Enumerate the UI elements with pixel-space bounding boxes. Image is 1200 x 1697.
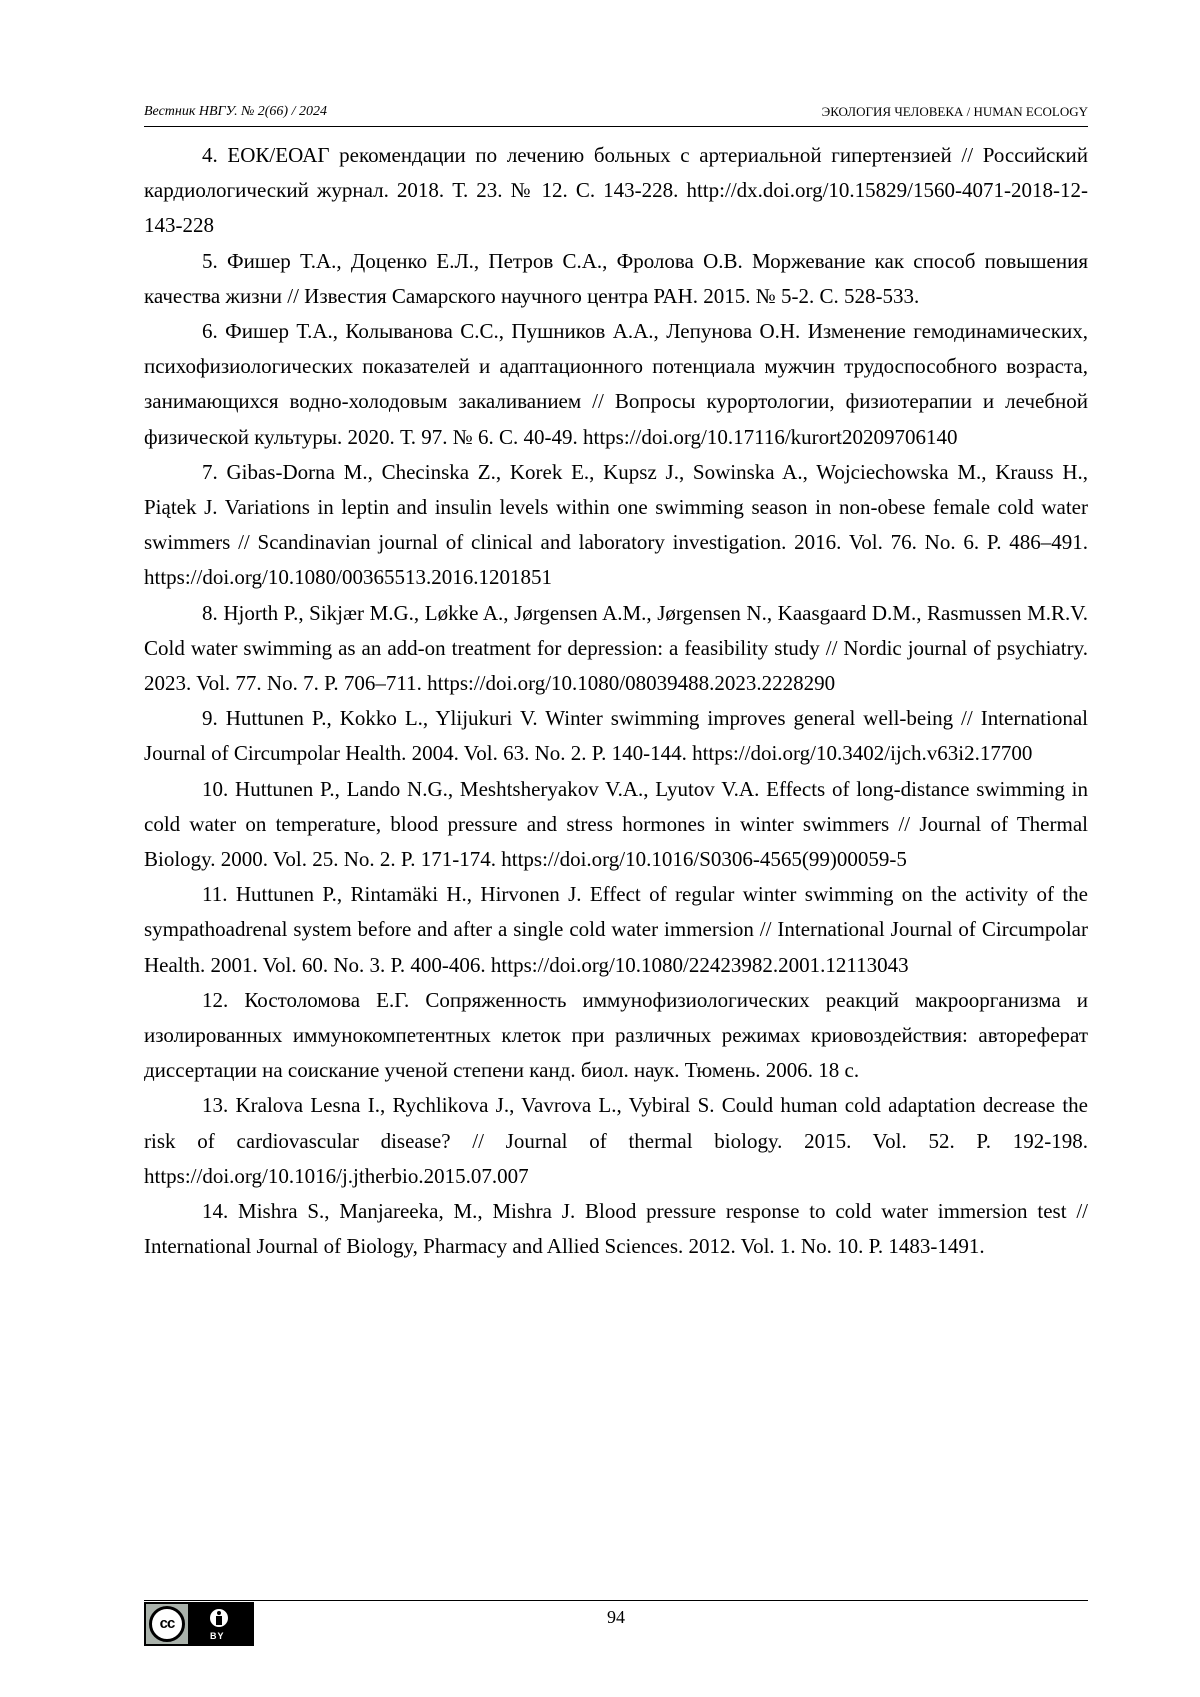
page-number: 94: [607, 1607, 625, 1627]
reference-item-11: 11. Huttunen P., Rintamäki H., Hirvonen J. Effect of regular winter swimming on the activity of the sympathoadrenal system before and after a single cold water immersion // International Journal of Circumpolar Health. 2001. Vol. 60. No. 3. P. 400-406. https://doi.org/10.1080/22423982.2001.12113043: [144, 882, 1088, 977]
reference-item-14: 14. Mishra S., Manjareeka, M., Mishra J. Blood pressure response to cold water immersion test // International Journal of Biology, Pharmacy and Allied Sciences. 2012. Vol. 1. No. 10. P. 1483-1491.: [144, 1199, 1088, 1259]
by-label: BY: [210, 1631, 225, 1641]
reference-item-10: 10. Huttunen P., Lando N.G., Meshtsheryakov V.A., Lyutov V.A. Effects of long-distance swimming in cold water on temperature, blood pressure and stress hormones in winter swimmers // Journal of Thermal Biology. 2000. Vol. 25. No. 2. P. 171-174. https://doi.org/10.1016/S0306-4565(99)00059-5: [144, 776, 1088, 872]
reference-item-6: 6. Фишер Т.А., Колыванова С.С., Пушников А.А., Лепунова О.Н. Изменение гемодинамических, психофизиологических показателей и адаптационного потенциала мужчин трудоспособного возраста, занимающихся водно-холодовым закаливанием // Вопросы курортологии, физиотерапии и лечебной физической культуры. 2020. Т. 97. № 6. С. 40-49. https://doi.org/10.17116/kurort20209706140: [144, 319, 1088, 449]
reference-item-7: 7. Gibas-Dorna M., Checinska Z., Korek E., Kupsz J., Sowinska A., Wojciechowska M., Krauss H., Piątek J. Variations in leptin and insulin levels within one swimming season in non-obese female cold water swimmers // Scandinavian journal of clinical and laboratory investigation. 2016. Vol. 76. No. 6. P. 486–491. https://doi.org/10.1080/00365513.2016.1201851: [144, 459, 1088, 590]
reference-item-13: 13. Kralova Lesna I., Rychlikova J., Vavrova L., Vybiral S. Could human cold adaptation decrease the risk of cardiovascular disease? // Journal of thermal biology. 2015. Vol. 52. P. 192-198. https://doi.org/10.1016/j.jtherbio.2015.07.007: [144, 1093, 1088, 1188]
page-header: [144, 102, 1088, 127]
section-title: ЭКОЛОГИЯ ЧЕЛОВЕКА / HUMAN ECOLOGY: [821, 104, 1088, 119]
reference-item-12: 12. Костоломова Е.Г. Сопряженность иммунофизиологических реакций макроорганизма и изолированных иммунокомпетентных клеток при различных режимах криовоздействия: автореферат диссертации на соискание ученой степени канд. биол. наук. Тюмень. 2006. 18 с.: [144, 987, 1088, 1083]
reference-item-8: 8. Hjorth P., Sikjær M.G., Løkke A., Jørgensen A.M., Jørgensen N., Kaasgaard D.M., Rasmussen M.R.V. Cold water swimming as an add-on treatment for depression: a feasibility study // Nordic journal of psychiatry. 2023. Vol. 77. No. 7. P. 706–711. https://doi.org/10.1080/08039488.2023.2228290: [144, 600, 1088, 696]
cc-icon: cc: [149, 1606, 185, 1642]
reference-item-4: 4. ЕОК/ЕОАГ рекомендации по лечению больных с артериальной гипертензией // Российский кардиологический журнал. 2018. Т. 23. № 12. С. 143-228. http://dx.doi.org/10.15829/1560-4071-2018-12-143-228: [144, 143, 1088, 238]
reference-list: [144, 138, 1088, 1265]
journal-title: Вестник НВГУ. № 2(66) / 2024: [144, 104, 327, 119]
page-footer: [144, 1600, 1088, 1661]
reference-item-5: 5. Фишер Т.А., Доценко Е.Л., Петров С.А., Фролова О.В. Моржевание как способ повышения качества жизни // Известия Самарского научного центра РАН. 2015. № 5-2. С. 528-533.: [144, 248, 1088, 308]
reference-item-9: 9. Huttunen P., Kokko L., Ylijukuri V. Winter swimming improves general well-being // International Journal of Circumpolar Health. 2004. Vol. 63. No. 2. P. 140-144. https://doi.org/10.3402/ijch.v63i2.17700: [144, 706, 1088, 766]
